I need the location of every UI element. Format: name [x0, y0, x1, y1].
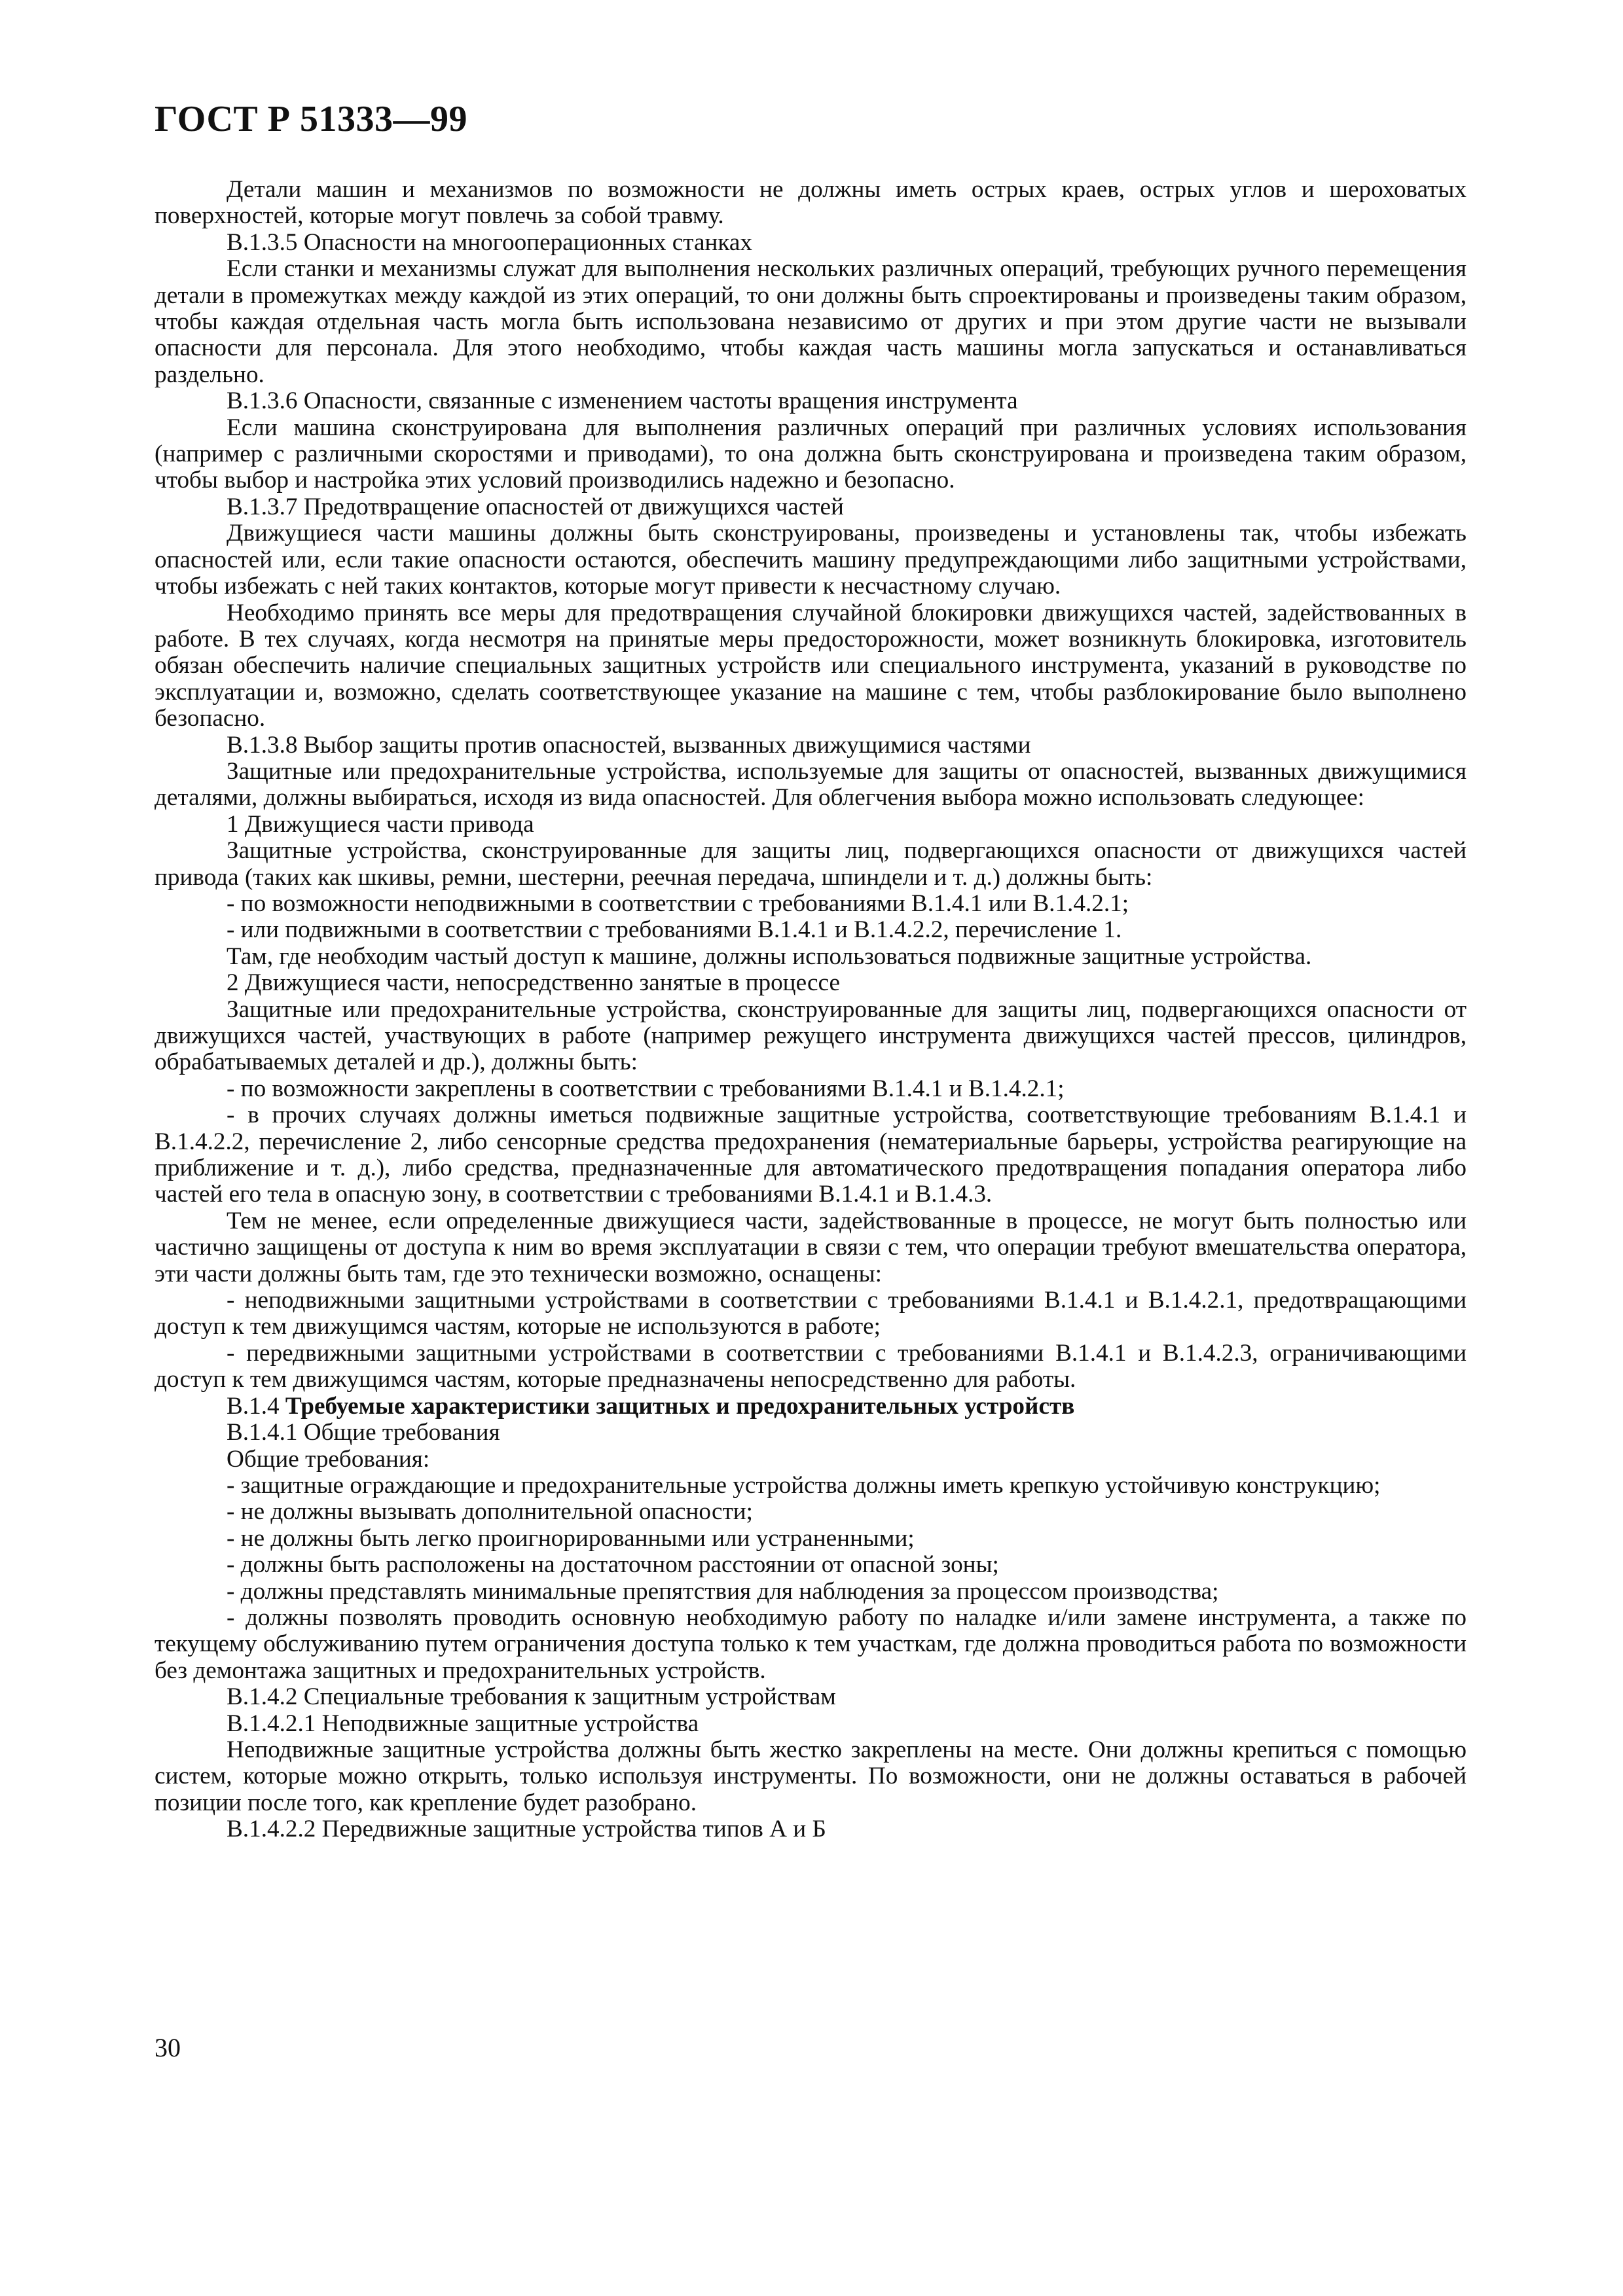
section-title-bold: Требуемые характеристики защитных и предохранительных устройств: [285, 1392, 1075, 1420]
list-item: - должны быть расположены на достаточном расстоянии от опасной зоны;: [227, 1551, 999, 1579]
paragraph: Неподвижные защитные устройства должны быть жестко закреплены на месте. Они должны крепиться с помощью систем, которые можно открыть, только используя инструменты. По возможности, они не должны оставаться в рабочей позиции после того, как крепление будет разобрано.: [155, 1736, 1467, 1816]
section-heading: В.1.3.7 Предотвращение опасностей от движущихся частей: [227, 493, 844, 520]
paragraph: Тем не менее, если определенные движущиеся части, задействованные в процессе, не могут быть полностью или частично защищены от доступа к ним во время эксплуатации в связи с тем, что операции требуют вмешательства оператора, эти части должны быть там, где это технически возможно, оснащены:: [155, 1207, 1467, 1287]
paragraph: Защитные или предохранительные устройства, используемые для защиты от опасностей, вызванных движущимися деталями, должны выбираться, исходя из вида опасностей. Для облегчения выбора можно использовать следующее:: [155, 757, 1467, 812]
list-item: - или подвижными в соответствии с требованиями В.1.4.1 и В.1.4.2.2, перечисление 1.: [227, 916, 1122, 944]
list-item: - в прочих случаях должны иметься подвижные защитные устройства, соответствующие требованиям В.1.4.1 и В.1.4.2.2, перечисление 2, либо сенсорные средства предохранения (нематериальные барьеры, устройства реагирующие на приближение и т. д.), либо средства, предназначенные для автоматического предотвращения попадания оператора либо частей его тела в опасную зону, в соответствии с требованиями В.1.4.1 и В.1.4.3.: [155, 1102, 1467, 1208]
section-heading: В.1.3.5 Опасности на многооперационных станках: [227, 228, 752, 256]
list-item: - по возможности закреплены в соответствии с требованиями В.1.4.1 и В.1.4.2.1;: [227, 1075, 1065, 1102]
paragraph: Движущиеся части машины должны быть сконструированы, произведены и установлены так, чтобы избежать опасностей или, если такие опасности остаются, обеспечить машину предупреждающими либо защитными устройствами, чтобы избежать с ней таких контактов, которые могут привести к несчастному случаю.: [155, 520, 1467, 600]
list-item: - по возможности неподвижными в соответствии с требованиями В.1.4.1 или В.1.4.2.1;: [227, 889, 1129, 917]
list-heading: 1 Движущиеся части привода: [227, 810, 534, 838]
list-item: - не должны вызывать дополнительной опасности;: [227, 1498, 753, 1526]
list-item: - должны позволять проводить основную необходимую работу по наладке и/или замене инструмента, а также по текущему обслуживанию путем ограничения доступа только к тем участкам, где должна проводиться работа по возможности без демонтажа защитных и предохранительных устройств.: [155, 1604, 1467, 1684]
section-heading-bold-row: [155, 1393, 1467, 1420]
paragraph: Там, где необходим частый доступ к машине, должны использоваться подвижные защитные устройства.: [227, 942, 1312, 970]
list-item: - передвижными защитными устройствами в соответствии с требованиями В.1.4.1 и В.1.4.2.3, ограничивающими доступ к тем движущимся частям, которые предназначены непосредственно для работы.: [155, 1339, 1467, 1393]
section-heading: В.1.4.2.1 Неподвижные защитные устройства: [227, 1710, 699, 1737]
paragraph: Если станки и механизмы служат для выполнения нескольких различных операций, требующих ручного перемещения детали в промежутках между каждой из этих операций, то они должны быть спроектированы и произведены таким образом, чтобы каждая отдельная часть могла быть использована независимо от других и при этом другие части не вызывали опасности для персонала. Для этого необходимо, чтобы каждая часть машины могла запускаться и останавливаться раздельно.: [155, 255, 1467, 388]
section-heading: В.1.4.1 Общие требования: [227, 1419, 500, 1446]
paragraph: Общие требования:: [227, 1445, 430, 1473]
list-item: - защитные ограждающие и предохранительные устройства должны иметь крепкую устойчивую конструкцию;: [227, 1471, 1381, 1499]
document-body: [155, 177, 1467, 1843]
list-heading: 2 Движущиеся части, непосредственно занятые в процессе: [227, 969, 840, 997]
paragraph: Необходимо принять все меры для предотвращения случайной блокировки движущихся частей, задействованных в работе. В тех случаях, когда несмотря на принятые меры предосторожности, может возникнуть блокировка, изготовитель обязан обеспечить наличие специальных защитных устройств или специального инструмента, указаний в руководстве по эксплуатации и, возможно, сделать соответствующее указание на машине с тем, чтобы разблокирование было выполнено безопасно.: [155, 599, 1467, 732]
page-number: 30: [155, 2033, 181, 2062]
list-item: - неподвижными защитными устройствами в соответствии с требованиями В.1.4.1 и В.1.4.2.1, предотвращающими доступ к тем движущимся частям, которые не используются в работе;: [155, 1287, 1467, 1340]
paragraph: Защитные устройства, сконструированные для защиты лиц, подвергающихся опасности от движущихся частей привода (таких как шкивы, ремни, шестерни, реечная передача, шпиндели и т. д.) должны быть:: [155, 837, 1467, 891]
list-item: - не должны быть легко проигнорированными или устраненными;: [227, 1524, 915, 1552]
section-heading: В.1.4.2 Специальные требования к защитным устройствам: [227, 1683, 836, 1711]
section-heading: В.1.3.6 Опасности, связанные с изменением частоты вращения инструмента: [227, 387, 1018, 415]
section-number: В.1.4: [227, 1392, 285, 1420]
paragraph: Если машина сконструирована для выполнения различных операций при различных условиях использования (например с различными скоростями и приводами), то она должна быть сконструирована и произведена таким образом, чтобы выбор и настройка этих условий производились надежно и безопасно.: [155, 414, 1467, 494]
paragraph: Детали машин и механизмов по возможности не должны иметь острых краев, острых углов и шероховатых поверхностей, которые могут повлечь за собой травму.: [155, 176, 1467, 230]
paragraph: Защитные или предохранительные устройства, сконструированные для защиты лиц, подвергающихся опасности от движущихся частей, участвующих в работе (например режущего инструмента движущихся частей прессов, цилиндров, обрабатываемых деталей и др.), должны быть:: [155, 996, 1467, 1076]
section-heading: В.1.3.8 Выбор защиты против опасностей, вызванных движущимися частями: [227, 731, 1031, 759]
page-header-standard-number: ГОСТ Р 51333—99: [155, 99, 467, 139]
list-item: - должны представлять минимальные препятствия для наблюдения за процессом производства;: [227, 1577, 1219, 1605]
section-heading: В.1.4.2.2 Передвижные защитные устройства типов А и Б: [227, 1816, 826, 1843]
